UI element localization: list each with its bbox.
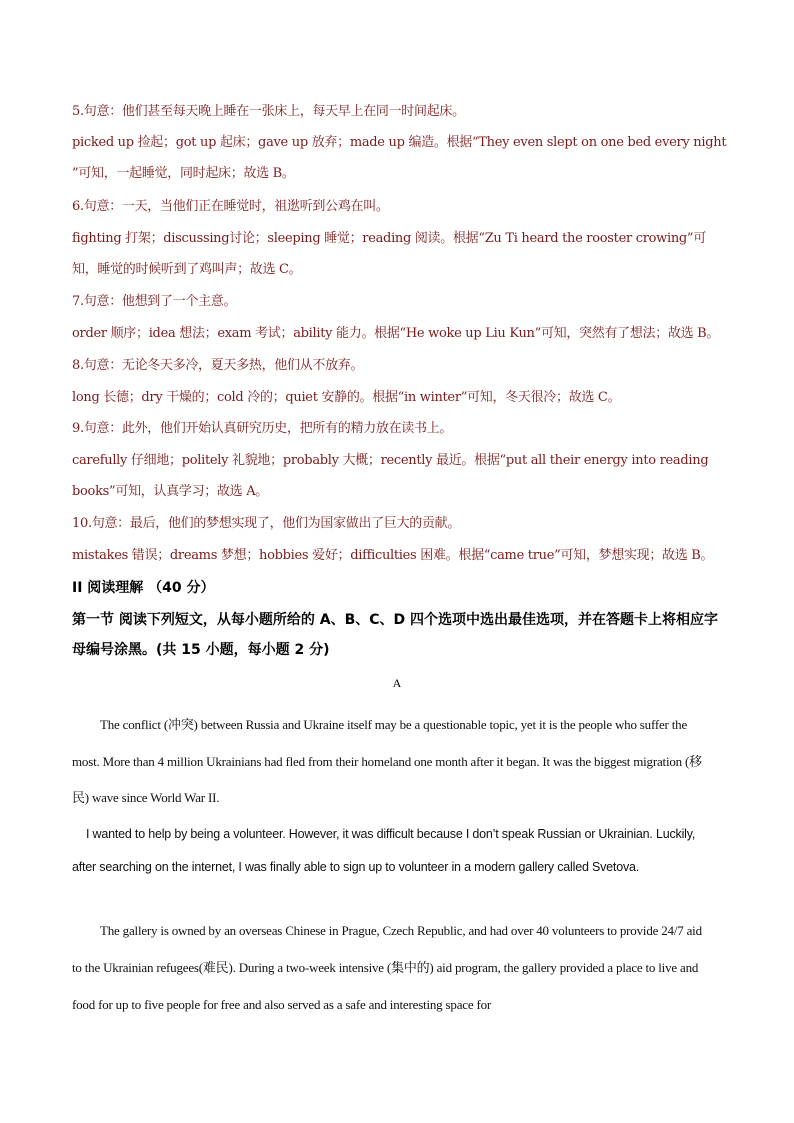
answer-10-explanation: mistakes 错误；dreams 梦想；hobbies 爱好；difficulties 困难。根据“came true”可知，梦想实现；故选 B。 [72,548,714,563]
answer-9-explanation: carefully 仔细地；politely 礼貌地；probably 大概；recently 最近。根据“put all their energy into reading books”可知，认真学习；故选 A。 [72,453,709,499]
answer-5-translation: 5.句意：他们甚至每天晚上睡在一张床上，每天早上在同一时间起床。 [72,104,465,119]
answer-7-translation: 7.句意：他想到了一个主意。 [72,294,237,309]
answer-7-explanation: order 顺序；idea 想法；exam 考试；ability 能力。根据“He woke up Liu Kun”可知，突然有了想法；故选 B。 [72,326,720,341]
passage-label: A [392,676,402,690]
answer-9-translation: 9.句意：此外，他们开始认真研究历史，把所有的精力放在读书上。 [72,421,453,436]
answer-10-translation: 10.句意：最后，他们的梦想实现了，他们为国家做出了巨大的贡献。 [72,516,461,531]
answer-6-explanation: fighting 打架；discussing讨论；sleeping 睡觉；reading 阅读。根据“Zu Ti heard the rooster crowing”可知，睡觉的时候听到了鸡叫声；故选 C。 [72,231,706,277]
answer-8-translation: 8.句意：无论冬天多冷，夏天多热，他们从不放弃。 [72,358,364,373]
answer-6-translation: 6.句意：一天，当他们正在睡觉时，祖逖听到公鸡在叫。 [72,199,389,214]
section-title: II 阅读理解 （40 分） [72,580,215,596]
answer-8-explanation: long 长德；dry 干燥的；cold 冷的；quiet 安静的。根据“in winter”可知，冬天很冷；故选 C。 [72,390,621,405]
answer-5-explanation: picked up 捡起；got up 起床；gave up 放弃；made up 编造。根据“They even slept on one bed every night ”可知，一起睡觉，同时起床；故选 B。 [72,135,727,181]
passage-paragraph-3: The gallery is owned by an overseas Chinese in Prague, Czech Republic, and had over 40 volunteers to provide 24/7 aid to the Ukrainian refugees(难民). During a two-week intensive (集中的) aid program, the gallery provided a place to live and food for up to five people for free and also served as a safe and interesting space for [72,923,702,1012]
passage-paragraph-2: I wanted to help by being a volunteer. However, it was difficult because I don’t speak Russian or Ukrainian. Luckily, after searching on the internet, I was finally able to sign up to volunteer in a modern gallery called Svetova. [72,827,696,874]
passage-paragraph-1: The conflict (冲突) between Russia and Ukraine itself may be a questionable topic, yet it is the people who suffer the most. More than 4 million Ukrainians had fled from their homeland one month after it began. It was the biggest migration (移民) wave since World War II. [72,717,702,805]
section-instruction: 第一节 阅读下列短文，从每小题所给的 A、B、C、D 四个选项中选出最佳选项，并在答题卡上将相应字母编号涂黑。(共 15 小题，每小题 2 分) [72,612,719,658]
